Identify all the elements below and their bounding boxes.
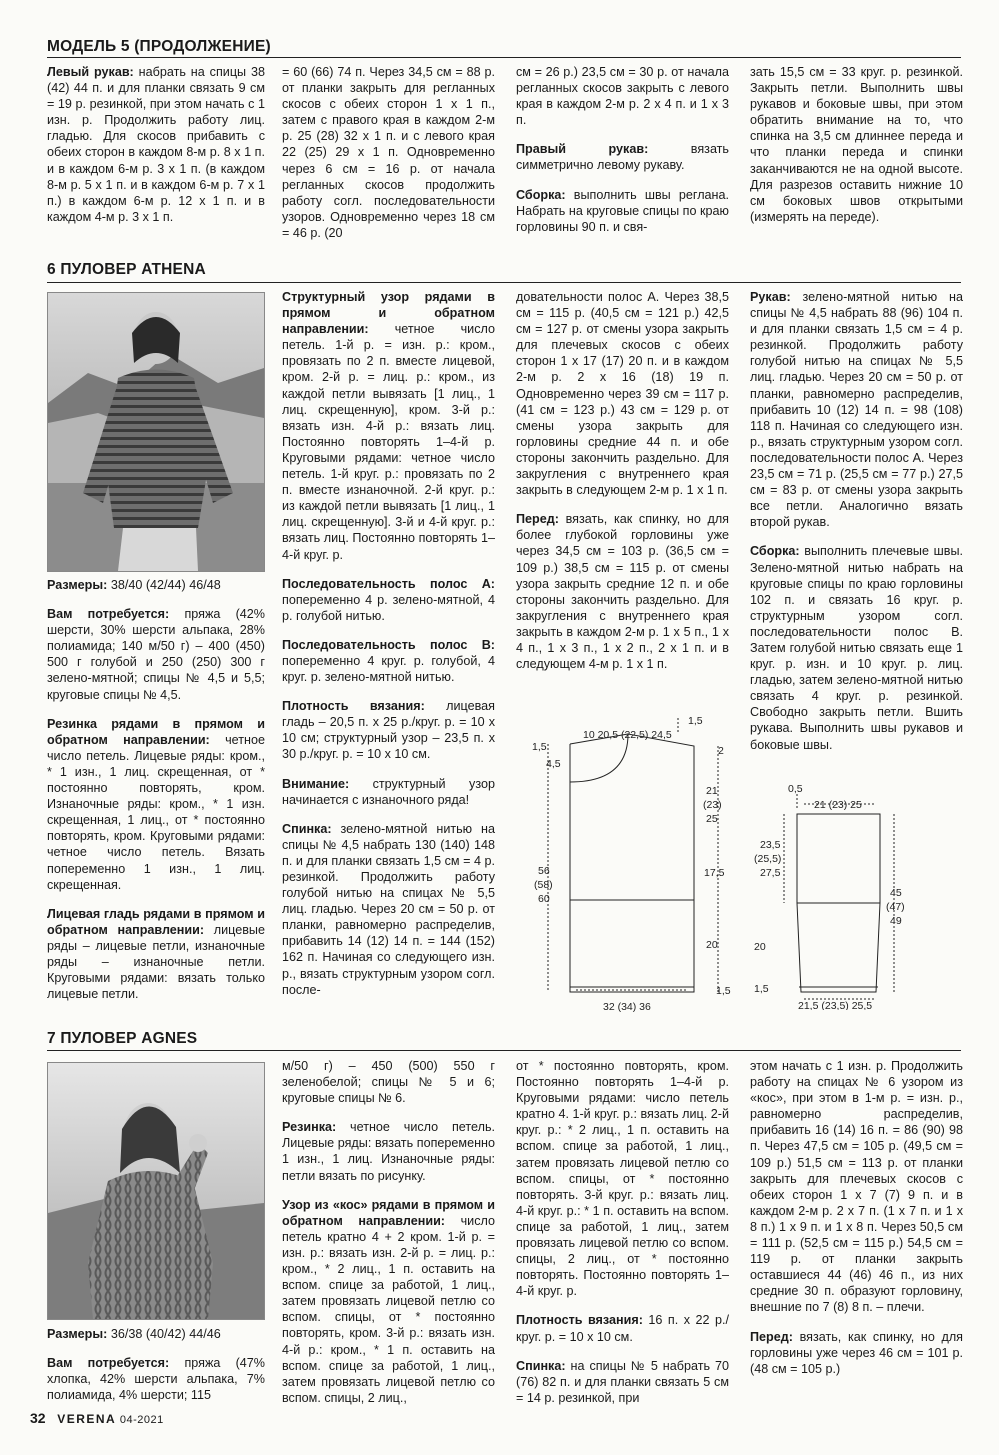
text: от * постоянно повторять, кром. Постоянно повторять 1–4-й р. Круговыми рядами: число петель кратно 4. 1-й круг. р.: вязать лиц. 2-й круг. р.: * 2 лиц., 1 п. оставить на вспом. спице за работой, 1 лиц., затем провязать лицевой петлю со вспом. спицы, от * постоянно повторять. 3-й круг. р.: вязать лиц. 4-й круг. р.: * 1 п. оставить на вспом. спице за работой, 1 лиц., затем провязать лицевой петлю со вспом. спицы, 2 лиц., от * постоянно повторять. Постоянно повторять 1–4-й круг. р. (516, 1059, 729, 1299)
woman-in-striped-sweater-image (48, 293, 264, 571)
magazine-name: VERENA (57, 1412, 117, 1426)
text: четное число петель. Лицевые ряды: вязать попеременно 1 изн., 1 лиц. Изнаночные ряды: петли вязать по рисунку. (282, 1120, 496, 1183)
model7-column-2 (282, 1058, 495, 1419)
text: 16 п. х 22 р./круг. р. = 10 х 10 см. (516, 1313, 729, 1344)
text: 38/40 (42/44) 46/48 (110, 578, 221, 592)
model7-column-3 (516, 1058, 729, 1419)
page-number: 32 (30, 1410, 46, 1426)
dim-shoulder: 2 (718, 745, 724, 757)
dim-neck-depth: 4,5 (546, 758, 561, 770)
label: Рукав: (750, 290, 791, 304)
dim-armhole-1: 21 (706, 785, 718, 797)
dim-width-bottom: 32 (34) 36 (603, 1001, 651, 1013)
section-divider (47, 57, 961, 58)
issue-number: 04-2021 (119, 1414, 164, 1426)
text: = 60 (66) 74 п. Через 34,5 см = 88 р. от планки закрыть для регланных скосов с обеих сторон 1 х 1 п., затем с правого края в каждом 2-м р. 25 (28) 32 х 1 п. и с левого края 22 (25) 29 х 1 п. Одновременно через 6 см = 16 р. от начала регланных скосов продолжить работу согл. последовательности узоров. Одновременно через 18 см = 46 р. (20 (282, 65, 495, 240)
label: Лицевая гладь рядами в прямом и обратном направлении: (47, 906, 265, 937)
dim-length-2: (58) (534, 879, 553, 891)
section-title-model5: МОДЕЛЬ 5 (ПРОДОЛЖЕНИЕ) (47, 38, 271, 55)
label: Узор из «кос» рядами в прямом и обратном направлении: (282, 1197, 495, 1228)
label: Структурный узор рядами в прямом и обратном направлении: (282, 290, 495, 337)
text: выполнить плечевые швы. Зелено-мятной нитью набрать на круговые спицы по краю горловины 102 п. и связать 16 круг. р. структурным узором согл. последовательности полос В. Затем голубой нитью связать еще 1 круг. р. изн. и 10 круг. р. лиц. гладью, затем зелено-мятной нитью связать 4 круг. р. резинкой. Свободно закрыть петли. Вшить рукава. Выполнить швы рукавов и боковые швы. (750, 544, 963, 752)
label: Плотность вязания: (282, 699, 425, 714)
label: Левый рукав: (47, 65, 134, 79)
label: Резинка рядами в прямом и обратном направлении: (47, 716, 265, 747)
text: см = 26 р.) 23,5 см = 30 р. от начала регланных скосов закрыть с левого края в каждом 2-м р. 2 х 4 п. и 1 х 3 п. (516, 65, 729, 128)
dim-lower: 20 (706, 939, 718, 951)
label: Вам потребуется: (47, 1356, 170, 1371)
text: выполнить швы реглана. Набрать на круговые спицы по краю горловины 90 п. и свя- (516, 187, 730, 234)
model7-column-4 (750, 1058, 963, 1390)
model5-column-2 (282, 64, 495, 254)
model6-column-3 (516, 289, 729, 685)
model6-column-1 (47, 577, 265, 1015)
label: Сборка: (750, 544, 800, 559)
text: вязать, как спинку, но для горловины уже через 46 см = 101 р. (48 см = 105 р.) (750, 1329, 963, 1376)
text: структурный узор начинается с изнаночного ряда! (282, 776, 495, 807)
text: число петель кратно 4 + 2 кром. 1-й р. = изн. р.: вязать изн. 2-й р. = лиц. р.: кром., * 2 лиц., 1 п. оставить на вспом. спице за работой, 1 лиц., затем провязать лицевой петлю со вспом. спицы, от * постоянно повторять, кром. 3-й р.: вязать изн. 4-й р.: кром., * 1 п. оставить на вспом. спице за работой, 1 лиц., затем провязать лицевой петлю со вспом. спицы, 2 лиц., (282, 1213, 495, 1405)
dim-lower: 20 (754, 941, 766, 953)
dim-band-left: 1,5 (754, 983, 769, 995)
text: набрать на спицы 38 (42) 44 п. и для планки связать 9 см = 19 р. резинкой, при этом начать с 1 изн. р. Продолжить работу лиц. гладью. Для скосов прибавить с обеих сторон в каждом 8-м р. 8 х 1 п. и в каждом 6-м р. 3 х 1 п. (в каждом 8-м р. 5 х 1 п. и в каждом 6-м р. 7 х 1 п.) в каждом 6-м р. 12 х 1 п. и в каждом 4-м р. 3 х 1 п. (47, 65, 265, 224)
section-divider (47, 282, 961, 283)
dim-upper-3: 27,5 (760, 867, 781, 879)
woman-in-cable-knit-sweater-image (48, 1063, 264, 1319)
section-title-model6: 6 ПУЛОВЕР ATHENA (47, 261, 206, 278)
text: этом начать с 1 изн. р. Продолжить работу на спицах № 6 узором из «кос», при этом в 1-м р. = изн. р., равномерно распределив, прибавить 16 (14) 16 п. = 86 (90) 98 п. Через 47,5 см = 105 р. (49,5 см = 109 р.) 51,5 см = 113 р. от планки закрыть для плечевых скосов с обеих сторон 1 х 7 (7) 9 п. и в каждом 2-м р. 2 х 7 п. (1 х 7 п. и 1 х 8 п.) 1 х 9 п. и 1 х 8 п. Через 50,5 см = 111 р. (52,5 см = 115 р.) 54,5 см = 119 р. от планки закрыть оставшиеся 44 (46) 46 п., из них средние 30 п. образуют горловину, внешние по 7 (8) 8 п. – плечи. (750, 1059, 963, 1315)
dim-left-top: 1,5 (532, 741, 547, 753)
dim-upper-2: (25,5) (754, 853, 782, 865)
model5-column-3 (516, 64, 729, 248)
label: Правый рукав: (516, 142, 649, 157)
text: попеременно 4 круг. р. голубой, 4 круг. р. зелено-мятной нитью. (282, 653, 495, 685)
dim-total-3: 49 (890, 915, 902, 927)
text: вязать, как спинку, но для более глубокой горловины уже через 34,5 см = 103 р. (36,5 см = 109 р.) 38,5 см = 115 р. от смены узора закрыть средние 12 п. и обе стороны закончить раздельно. Для закругления с внутреннего края закрыть в каждом 2-м р. 1 х 5 п., 1 х 4 п., 1 х 3 п., 1 х 2 п., 2 х 1 п. и в следующем 4-м р. 1 х 1 п. (516, 512, 729, 672)
model5-column-4 (750, 64, 963, 238)
model7-photo (47, 1062, 265, 1320)
dim-armhole-2: (23) (703, 799, 722, 811)
label: Перед: (516, 512, 559, 527)
text: на спицы № 5 набрать 70 (76) 82 п. и для планки связать 5 см = 14 р. резинкой, при (516, 1358, 730, 1405)
label: Внимание: (282, 776, 350, 791)
model5-column-1 (47, 64, 265, 238)
section-title-model7: 7 ПУЛОВЕР AGNES (47, 1030, 198, 1047)
dim-top-right: 1,5 (688, 715, 703, 727)
model7-column-1 (47, 1326, 265, 1416)
text: пряжа (47% хлопка, 42% шерсти альпака, 7% полиамида, 4% шерсти; 115 (47, 1356, 266, 1403)
label: Резинка: (282, 1120, 337, 1135)
text: зать 15,5 см = 33 круг. р. резинкой. Закрыть петли. Выполнить швы рукавов и боковые швы, при этом обратить внимание на то, что спинка на 3,5 см длиннее переда и что планки переда и спинки заканчиваются не на одной высоте. Для разрезов оставить нижние 10 см боковых швов открытыми (измерять на переде). (750, 65, 963, 224)
text: пряжа (42% шерсти, 30% шерсти альпака, 28% полиамида; 140 м/50 г) – 400 (450) 500 г голубой и 250 (250) 300 г зелено-мятной; спицы № 4,5 и 5,5; круговые спицы № 4,5. (47, 607, 266, 702)
sleeve-schematic-diagram (752, 780, 952, 1010)
text: довательности полос А. Через 38,5 см = 115 р. (40,5 см = 121 р.) 42,5 см = 127 р. от смены узора закрыть для плечевых скосов с обеих сторон 1 х 17 (17) 20 п. и в каждом 2-м р. 2 х 16 (18) 19 п. Одновременно через 39 см = 117 р. (41 см = 123 р.) 43 см = 129 р. от смены узора закрыть для горловины средние 44 п. и обе стороны закончить раздельно. Для закругления с внутреннего края закрыть в следующем 2-м р. 1 х 1 п. (516, 290, 729, 498)
dim-total-2: (47) (886, 901, 905, 913)
dim-top-width: 21 (23) 25 (814, 799, 862, 811)
text: четное число петель. 1-й р. = изн. р.: кром., провязать по 2 п. вместе лицевой, кром. 2-й р. = лиц. р.: кром., из каждой петли вывязать [1 лиц., 1 лиц. скрещенную], кром. 3-й р.: вязать изн. 4-й р.: вязать лиц. Постоянно повторять 1–4-й р. Круговыми рядами: четное число петель. 1-й круг. р.: провязать по 2 п. вместе изнаночной. 2-й круг. р.: из каждой петли вывязать [1 лиц., 1 лиц. скрещенную]. 3-й и 4-й круг. р.: вязать лиц. Постоянно повторять 1–4-й круг. р. (282, 322, 496, 562)
dim-band-right: 1,5 (716, 985, 731, 997)
label: Перед: (750, 1329, 793, 1344)
label: Спинка: (516, 1358, 566, 1373)
label: Сборка: (516, 187, 566, 202)
text: лицевые ряды – лицевые петли, изнаночные ряды – изнаночные петли. Круговыми рядами: вязать только лицевые петли. (47, 922, 265, 1002)
text: зелено-мятной нитью на спицы № 4,5 набрать 130 (140) 148 п. и для планки связать 1,5 см = 4 р. резинкой. Продолжить работу голубой нитью на спицах № 5,5 лиц. гладью. Через 20 см = 50 р. от планки, равномерно распределив, прибавить 14 (12) 14 п. = 144 (152) 162 п. Начиная со следующего изн. р., вязать структурным узором согл. после- (282, 821, 496, 997)
dim-top-neck: 10 20,5 (22,5) 24,5 (583, 729, 672, 741)
label: Последовательность полос А: (282, 576, 495, 591)
model6-column-2 (282, 289, 495, 1011)
dim-length-3: 60 (538, 893, 550, 905)
dim-total-1: 45 (890, 887, 902, 899)
model6-photo (47, 292, 265, 572)
text: попеременно 4 р. зелено-мятной, 4 р. голубой нитью. (282, 592, 495, 623)
model6-column-4 (750, 289, 963, 766)
dim-upper-1: 23,5 (760, 839, 781, 851)
dim-mid: 17,5 (704, 867, 725, 879)
text: вязать симметрично левому рукаву. (516, 142, 729, 173)
text: 36/38 (40/42) 44/46 (110, 1327, 221, 1341)
label: Последовательность полос В: (282, 637, 495, 652)
section-divider (47, 1050, 961, 1051)
label: Спинка: (282, 821, 332, 836)
label: Плотность вязания: (516, 1313, 643, 1328)
text: зелено-мятной нитью на спицы № 4,5 набрать 88 (96) 104 п. и для планки связать 1,5 см = 4 р. резинкой. Продолжить работу голубой нитью на спицах № 5,5 лиц. гладью. Через 20 см = 50 р. от планки, равномерно распределив, прибавить 10 (12) 14 п. = 98 (108) 118 п. Начиная со следующего изн. р., вязать структурным узором согл. последовательности полос А. Через 23,5 см = 71 р. (25,5 см = 77 р.) 27,5 см = 83 р. от смены узора закрыть все петли. Аналогично вязать второй рукав. (750, 290, 964, 530)
dim-width-bottom: 21,5 (23,5) 25,5 (798, 1000, 873, 1010)
text: лицевая гладь – 20,5 п. х 25 р./круг. р. = 10 х 10 см; структурный узор – 23,5 п. х 30 р./круг. р. = 10 х 10 см. (282, 699, 495, 762)
text: м/50 г) – 450 (500) 550 г зеленобелой; спицы № 5 и 6; круговые спицы № 6. (282, 1059, 495, 1106)
text: четное число петель. Лицевые ряды: кром., * 1 изн., 1 лиц. скрещенная, от * постоянно повторять, кром. Изнаночные ряды: кром., * 1 изн. скрещенная, 1 лиц., от * постоянно повторять, кром. Круговыми рядами: четное число петель. Вязать попеременно 1 изн., 1 лиц. скрещенная. (47, 732, 265, 892)
dim-top-offset: 0,5 (788, 783, 803, 795)
dim-length-1: 56 (538, 865, 550, 877)
label: Вам потребуется: (47, 607, 170, 622)
page-footer (30, 1410, 164, 1426)
label: Размеры: (47, 578, 108, 592)
body-schematic-diagram (528, 710, 743, 1015)
dim-armhole-3: 25 (706, 813, 718, 825)
label: Размеры: (47, 1327, 108, 1341)
